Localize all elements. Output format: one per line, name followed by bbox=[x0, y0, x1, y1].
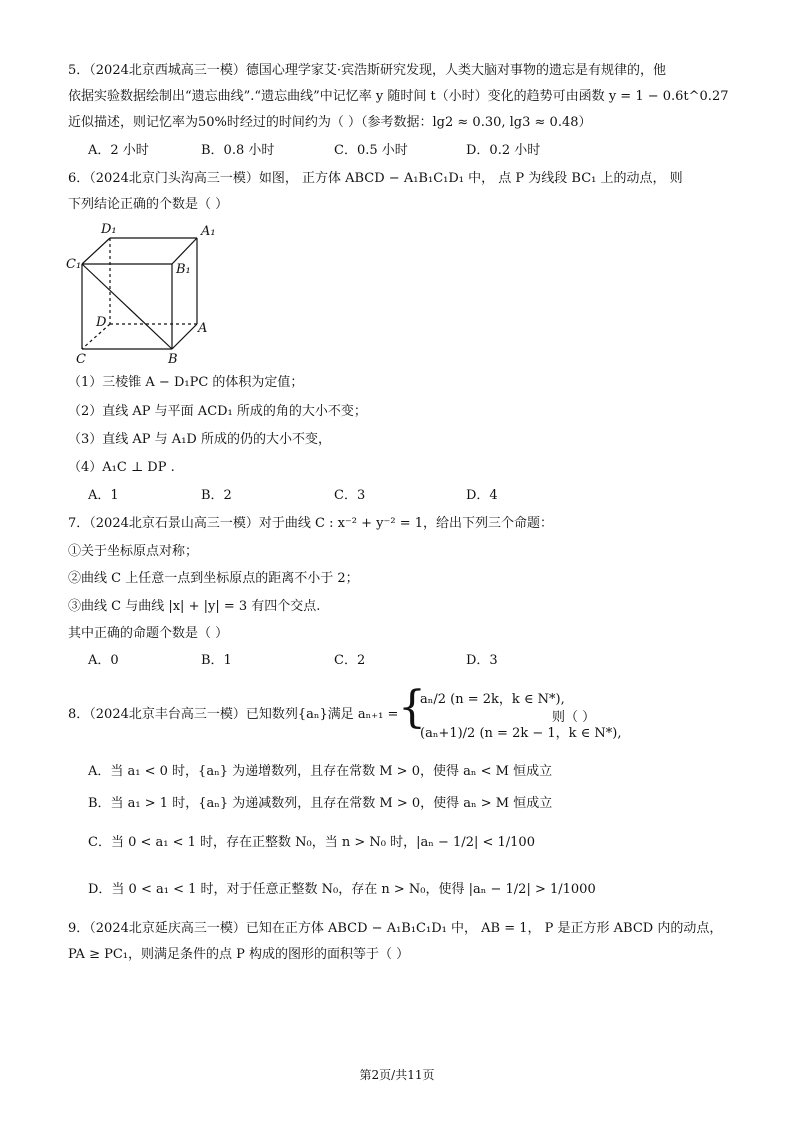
q8-option-d: D．当 0 < a₁ < 1 时，对于任意正整数 N₀，存在 n > N₀，使得 |aₙ − 1/2| > 1/1000 bbox=[88, 882, 596, 897]
q7-option-c: C．2 bbox=[334, 653, 366, 668]
q5-line-1: 5．（2024北京西城高三一模）德国心理学家艾·宾浩斯研究发现，人类大脑对事物的遗忘是有规律的，他 bbox=[68, 63, 666, 78]
q5-option-d: D．0.2 小时 bbox=[466, 143, 541, 158]
q5-option-c: C．0.5 小时 bbox=[334, 143, 408, 158]
q6-option-a: A．1 bbox=[88, 488, 119, 503]
q8-option-a: A．当 a₁ < 0 时，{aₙ} 为递增数列，且存在常数 M > 0，使得 aₙ < M 恒成立 bbox=[88, 764, 553, 779]
q6-line-1: 6．（2024北京门头沟高三一模）如图， 正方体 ABCD − A₁B₁C₁D₁ 中， 点 P 为线段 BC₁ 上的动点， 则 bbox=[68, 171, 683, 186]
q6-options bbox=[88, 487, 648, 505]
q6-statement-3: （3）直线 AP 与 A₁D 所成的仍的大小不变， bbox=[68, 432, 331, 447]
q7-option-a: A．0 bbox=[88, 653, 119, 668]
label-c: C bbox=[76, 352, 86, 367]
q8-brace: { bbox=[398, 682, 426, 733]
q7-statement-1: ①关于坐标原点对称； bbox=[68, 544, 199, 559]
q9-line-2: PA ≥ PC₁，则满足条件的点 P 构成的图形的面积等于（ ） bbox=[68, 947, 410, 962]
q5-line-2: 依据实验数据绘制出“遗忘曲线”.“遗忘曲线”中记忆率 y 随时间 t（小时）变化的趋势可由函数 y = 1 − 0.6t^0.27 bbox=[68, 89, 729, 104]
label-a1: A₁ bbox=[201, 224, 216, 239]
label-c1: C₁ bbox=[66, 257, 82, 272]
label-b1: B₁ bbox=[176, 262, 191, 277]
q7-ask: 其中正确的命题个数是（ ） bbox=[68, 626, 229, 641]
q8-case-2: (aₙ+1)/2 (n = 2k − 1，k ∈ N*), bbox=[420, 726, 622, 741]
q9-line-1: 9．（2024北京延庆高三一模）已知在正方体 ABCD − A₁B₁C₁D₁ 中， AB = 1， P 是正方形 ABCD 内的动点， bbox=[68, 921, 723, 936]
q7-statement-2: ②曲线 C 上任意一点到坐标原点的距离不小于 2； bbox=[68, 571, 359, 586]
q7-option-b: B．1 bbox=[201, 653, 232, 668]
q6-statement-4: （4）A₁C ⊥ DP . bbox=[68, 460, 175, 475]
q6-statement-2: （2）直线 AP 与平面 ACD₁ 所成的角的大小不变； bbox=[68, 404, 367, 419]
q8-option-b: B．当 a₁ > 1 时，{aₙ} 为递减数列，且存在常数 M > 0，使得 aₙ > M 恒成立 bbox=[88, 796, 553, 811]
q8-case-1: aₙ/2 (n = 2k，k ∈ N*), bbox=[420, 692, 565, 707]
label-d: D bbox=[96, 315, 107, 330]
q7-option-d: D．3 bbox=[466, 653, 498, 668]
q7-options bbox=[88, 652, 648, 670]
q6-statement-1: （1）三棱锥 A − D₁PC 的体积为定值； bbox=[68, 375, 304, 390]
label-d1: D₁ bbox=[101, 222, 117, 237]
q5-option-b: B．0.8 小时 bbox=[201, 143, 275, 158]
q8-prefix: 8．（2024北京丰台高三一模）已知数列{aₙ}满足 aₙ₊₁ = bbox=[68, 707, 399, 722]
q5-option-a: A．2 小时 bbox=[88, 143, 149, 158]
q5-line-3: 近似描述，则记忆率为50%时经过的时间约为（ ）（参考数据：lg2 ≈ 0.30, lg3 ≈ 0.48） bbox=[68, 115, 592, 130]
q7-line-1: 7．（2024北京石景山高三一模）对于曲线 C : x⁻² + y⁻² = 1，给出下列三个命题： bbox=[68, 516, 553, 531]
q6-option-d: D．4 bbox=[466, 488, 498, 503]
label-b: B bbox=[168, 352, 178, 367]
label-a: A bbox=[198, 321, 208, 336]
q8-suffix: 则（ ） bbox=[552, 710, 596, 725]
q7-statement-3: ③曲线 C 与曲线 |x| + |y| = 3 有四个交点. bbox=[68, 599, 321, 614]
q6-option-c: C．3 bbox=[334, 488, 366, 503]
page-footer: 第2页/共11页 bbox=[359, 1068, 435, 1082]
q5-options bbox=[88, 142, 648, 160]
q6-line-2: 下列结论正确的个数是（ ） bbox=[68, 197, 229, 212]
q6-option-b: B．2 bbox=[201, 488, 232, 503]
q8-option-c: C．当 0 < a₁ < 1 时，存在正整数 N₀，当 n > N₀ 时，|aₙ − 1/2| < 1/100 bbox=[88, 835, 535, 850]
